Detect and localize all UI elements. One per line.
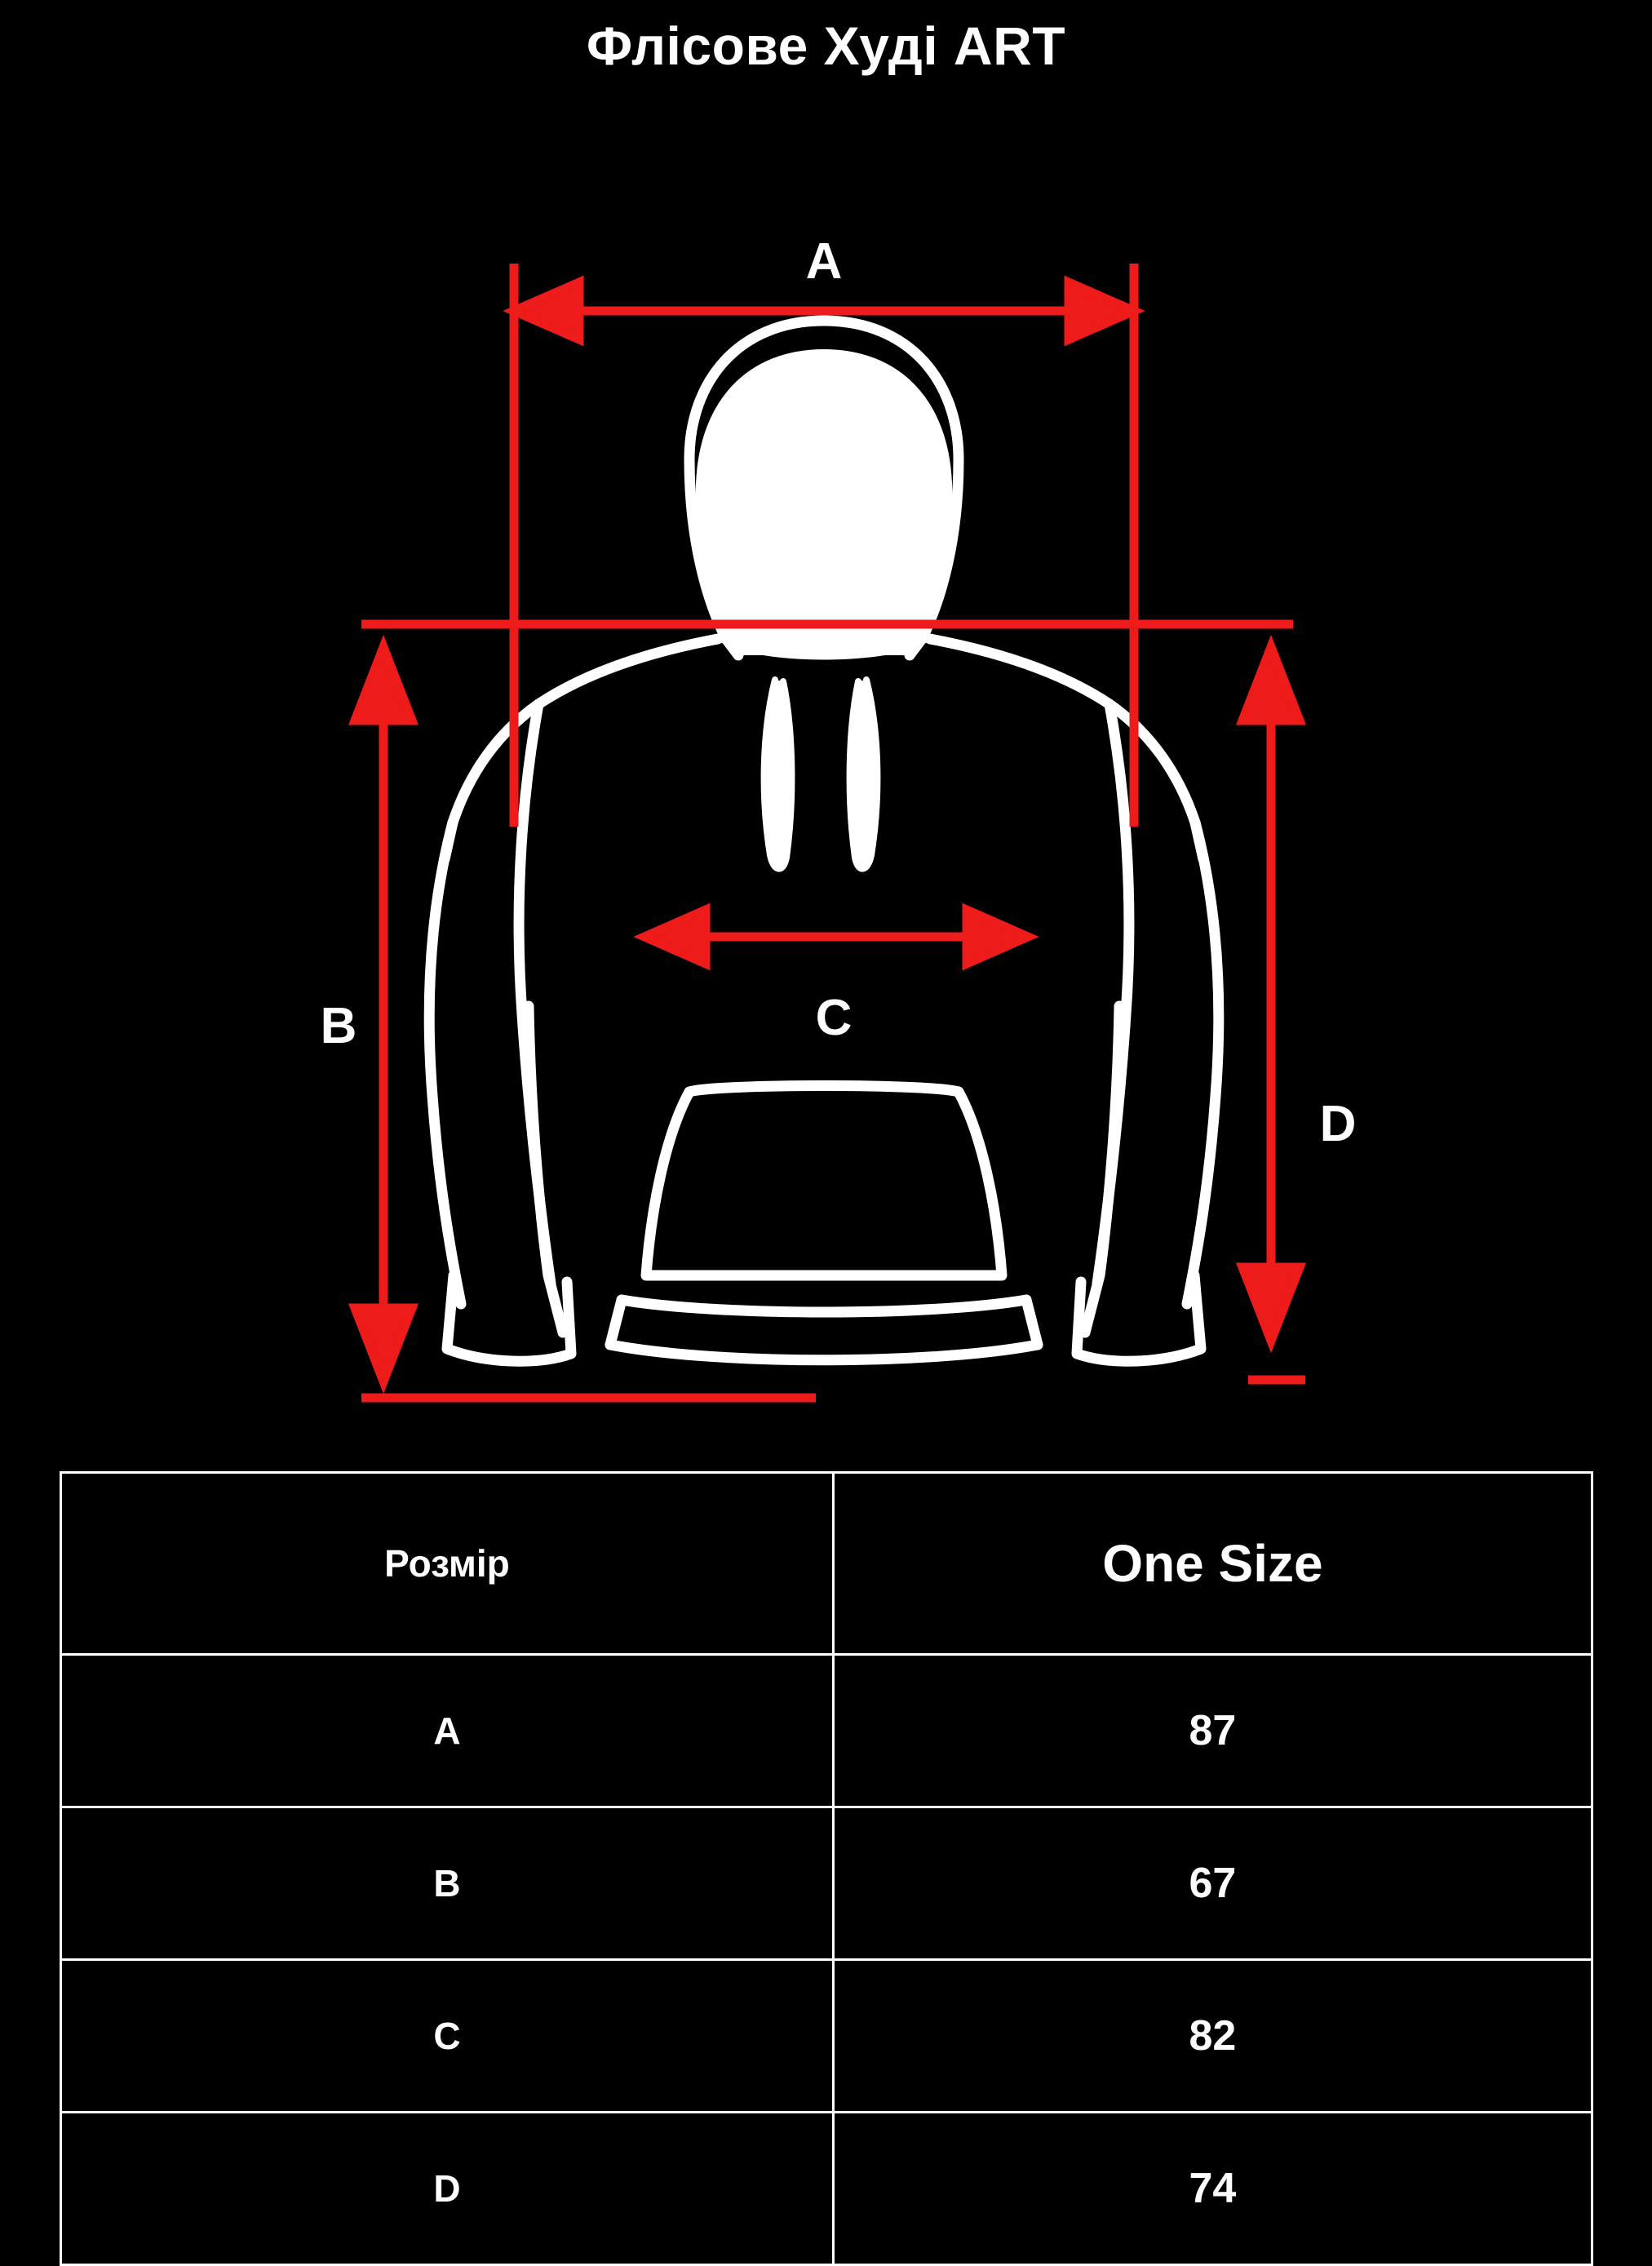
hoodie-measurement-diagram <box>0 76 1652 1463</box>
table-row <box>60 1959 1592 2112</box>
row-label-d: D <box>60 2112 834 2264</box>
row-label-b: B <box>60 1807 834 1959</box>
hoodie-outline <box>429 321 1219 1361</box>
table-row <box>60 1807 1592 1959</box>
header-label-cell: Розмір <box>60 1472 834 1654</box>
row-label-a: A <box>60 1654 834 1807</box>
page-title: Флісове Худі ART <box>586 16 1066 76</box>
row-value-b: 67 <box>834 1807 1592 1959</box>
label-a: A <box>805 233 843 290</box>
label-c: C <box>815 989 853 1046</box>
measure-b <box>355 647 412 1381</box>
measure-d <box>1242 647 1305 1380</box>
row-value-d: 74 <box>834 2112 1592 2264</box>
row-value-c: 82 <box>834 1959 1592 2112</box>
table-row <box>60 2112 1592 2264</box>
size-chart <box>60 1471 1593 2266</box>
table-header-row <box>60 1472 1592 1654</box>
table-row <box>60 1654 1592 1807</box>
measure-c <box>644 910 1028 964</box>
label-d: D <box>1319 1095 1357 1152</box>
label-b: B <box>320 997 357 1054</box>
row-label-c: C <box>60 1959 834 2112</box>
row-value-a: 87 <box>834 1654 1592 1807</box>
header-value-cell: One Size <box>834 1472 1592 1654</box>
